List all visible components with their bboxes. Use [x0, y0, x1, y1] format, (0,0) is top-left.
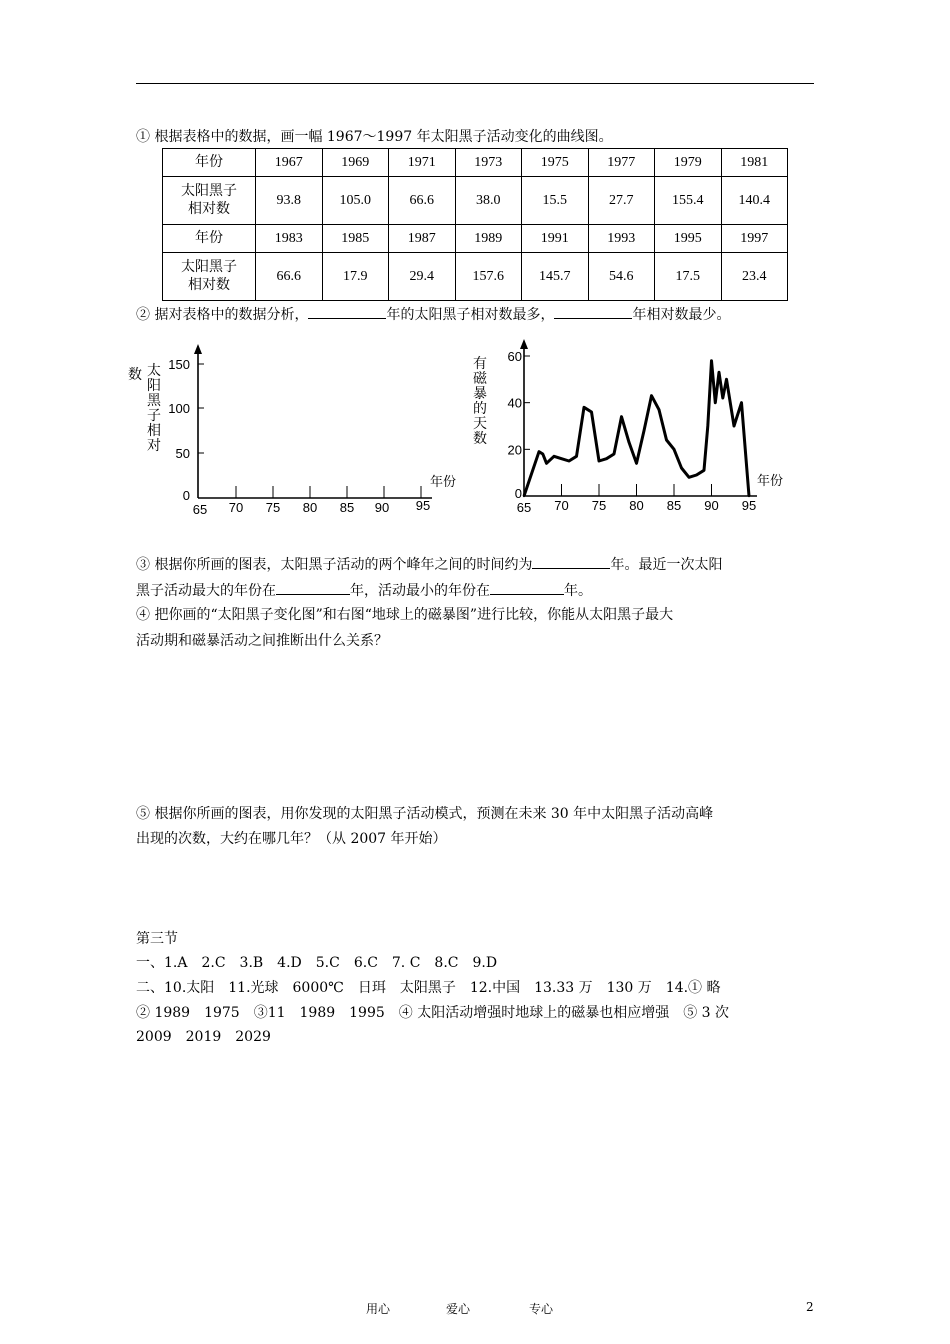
- ylabel-char: 子: [147, 408, 161, 424]
- storm-data-point: [605, 458, 607, 460]
- storm-data-point: [560, 458, 562, 460]
- storm-data-point: [643, 430, 645, 432]
- page-number: 2: [806, 1300, 814, 1314]
- storm-data-point: [695, 474, 697, 476]
- question-4-line-1: ④ 把你画的“太阳黑子变化图”和右图“地球上的磁暴图”进行比较，你能从太阳黑子最大: [136, 607, 674, 623]
- y-tick-label: 50: [175, 446, 190, 461]
- storm-series-line: [524, 361, 749, 496]
- question-3-text-b: 年。最近一次太阳: [610, 557, 723, 573]
- value-header-line-1: 太阳黑子: [181, 183, 237, 199]
- ylabel-char: 的: [473, 401, 487, 417]
- x-axis-label: 年份: [757, 473, 784, 488]
- left-chart-ylabel-extra: 数: [128, 367, 142, 383]
- storm-data-point: [583, 406, 585, 408]
- question-3-text-a: ③ 根据你所画的图表，太阳黑子活动的两个峰年之间的时间约为: [136, 557, 533, 573]
- x-tick-label: 85: [666, 498, 682, 513]
- ylabel-char: 太: [147, 363, 161, 379]
- table-cell: 140.4: [721, 177, 788, 225]
- ylabel-char: 天: [473, 416, 487, 432]
- question-4-line-2: 活动期和磁暴活动之间推断出什么关系？: [136, 633, 388, 649]
- table-cell: 1975: [522, 149, 589, 177]
- table-cell: 17.5: [655, 253, 722, 301]
- y-tick-label: 60: [507, 349, 522, 364]
- storm-data-point: [542, 453, 544, 455]
- table-cell: 1987: [389, 225, 456, 253]
- storm-data-point: [590, 411, 592, 413]
- table-cell: 1997: [721, 225, 788, 253]
- x-axis-label: 年份: [430, 474, 457, 489]
- storm-data-point: [545, 462, 547, 464]
- storm-data-point: [538, 451, 540, 453]
- question-5-line-2: 出现的次数，大约在哪几年？（从 2007 年开始）: [136, 831, 447, 847]
- table-cell: 157.6: [455, 253, 522, 301]
- table-row: [163, 149, 788, 177]
- storm-data-point: [718, 371, 720, 373]
- answers-line-4: 2009 2019 2029: [136, 1029, 271, 1045]
- storm-data-point: [725, 378, 727, 380]
- storm-data-point: [733, 425, 735, 427]
- right-chart-ylabel: [472, 357, 488, 447]
- answers-line-2: 二、10.太阳 11.光球 6000℃ 日珥 太阳黑子 12.中国 13.33 万 130 万 14.① 略: [136, 980, 721, 996]
- value-header: [163, 253, 256, 301]
- table-row: [163, 253, 788, 301]
- storm-data-point: [635, 462, 637, 464]
- table-cell: 66.6: [389, 177, 456, 225]
- question-2-text-c: 年相对数最少。: [632, 307, 731, 323]
- question-2: [136, 304, 730, 325]
- storm-data-point: [523, 495, 525, 497]
- x-tick-label: 90: [374, 500, 390, 515]
- table-cell: 27.7: [588, 177, 655, 225]
- answer-blank[interactable]: [276, 580, 350, 595]
- header-rule: [136, 83, 814, 84]
- storm-data-point: [680, 467, 682, 469]
- y-tick-label: 20: [507, 442, 522, 458]
- y-tick-label: 0: [514, 486, 522, 501]
- footer-right: 专心: [529, 1302, 554, 1316]
- table-cell: 1971: [389, 149, 456, 177]
- answer-blank[interactable]: [308, 304, 386, 319]
- storm-data-point: [620, 416, 622, 418]
- x-tick-label: 85: [339, 500, 355, 515]
- x-tick-label: 95: [741, 498, 757, 513]
- question-2-text-a: ② 据对表格中的数据分析，: [136, 307, 309, 323]
- value-header-line-2: 相对数: [188, 277, 230, 293]
- question-2-text-b: 年的太阳黑子相对数最多，: [386, 307, 555, 323]
- table-cell: 66.6: [256, 253, 323, 301]
- footer-mid: 爱心: [446, 1302, 471, 1316]
- storm-data-point: [665, 439, 667, 441]
- storm-data-point: [658, 409, 660, 411]
- value-header-line-2: 相对数: [188, 201, 230, 217]
- footer-left: 用心: [366, 1302, 391, 1316]
- table-cell: 1967: [256, 149, 323, 177]
- x-tick-label: 75: [591, 498, 607, 513]
- storm-data-point: [748, 495, 750, 497]
- table-cell: 17.9: [322, 253, 389, 301]
- question-5-line-1: ⑤ 根据你所画的图表，用你发现的太阳黑子活动模式，预测在未来 30 年中太阳黑子活动高峰: [136, 806, 714, 822]
- table-cell: 1979: [655, 149, 722, 177]
- y-tick-label: 100: [168, 401, 190, 416]
- x-tick-label: 75: [265, 500, 281, 515]
- table-row: [163, 177, 788, 225]
- ylabel-char: 黑: [147, 393, 161, 409]
- ylabel-char: 暴: [473, 386, 487, 402]
- table-cell: 105.0: [322, 177, 389, 225]
- sunspot-blank-chart: [160, 340, 480, 525]
- table-cell: 145.7: [522, 253, 589, 301]
- table-row: [163, 225, 788, 253]
- year-header: 年份: [163, 149, 256, 177]
- table-cell: 1973: [455, 149, 522, 177]
- table-cell: 1989: [455, 225, 522, 253]
- ylabel-char: 阳: [147, 378, 161, 394]
- storm-data-point: [650, 395, 652, 397]
- table-cell: 15.5: [522, 177, 589, 225]
- x-tick-label: 70: [228, 500, 244, 515]
- answers-line-3: ② 1989 1975 ③11 1989 1995 ④ 太阳活动增强时地球上的磁暴也相应增强 ⑤ 3 次: [136, 1005, 730, 1021]
- y-tick-label: 0: [182, 488, 190, 503]
- storm-data-point: [707, 425, 709, 427]
- question-1: ① 根据表格中的数据，画一幅 1967～1997 年太阳黑子活动变化的曲线图。: [136, 129, 613, 145]
- storm-data-point: [613, 453, 615, 455]
- question-3-text-c: 黑子活动最大的年份在: [136, 583, 276, 599]
- value-header-line-1: 太阳黑子: [181, 259, 237, 275]
- table-cell: 1991: [522, 225, 589, 253]
- storm-data-point: [740, 402, 742, 404]
- table-cell: 23.4: [721, 253, 788, 301]
- answer-blank[interactable]: [532, 554, 610, 569]
- storm-data-point: [587, 409, 589, 411]
- x-tick-label: 95: [415, 498, 431, 513]
- ylabel-char: 对: [147, 438, 161, 454]
- storm-data-point: [673, 448, 675, 450]
- table-cell: 155.4: [655, 177, 722, 225]
- table-cell: 1995: [655, 225, 722, 253]
- answer-blank[interactable]: [490, 580, 564, 595]
- storm-data-point: [598, 460, 600, 462]
- ylabel-char: 数: [473, 431, 487, 447]
- section-title: 第三节: [136, 931, 178, 947]
- storm-data-point: [553, 455, 555, 457]
- table-cell: 1985: [322, 225, 389, 253]
- question-3-line-1: [136, 554, 722, 575]
- answers-line-1: 一、1.A 2.C 3.B 4.D 5.C 6.C 7. C 8.C 9.D: [136, 955, 498, 971]
- table-cell: 1969: [322, 149, 389, 177]
- magnetic-storm-chart: [495, 335, 805, 525]
- x-tick-label: 65: [192, 502, 208, 517]
- x-tick-label: 90: [704, 498, 719, 513]
- storm-data-point: [703, 469, 705, 471]
- x-tick-label: 65: [516, 500, 532, 515]
- question-3-line-2: [136, 580, 592, 601]
- x-tick-label: 80: [629, 498, 644, 513]
- storm-data-point: [688, 476, 690, 478]
- y-tick-label: 40: [507, 395, 522, 411]
- table-cell: 38.0: [455, 177, 522, 225]
- storm-data-point: [575, 455, 577, 457]
- x-tick-label: 70: [554, 498, 569, 513]
- year-header: 年份: [163, 225, 256, 253]
- storm-data-point: [722, 397, 724, 399]
- answer-blank[interactable]: [554, 304, 632, 319]
- ylabel-char: 相: [147, 423, 161, 439]
- table-cell: 1977: [588, 149, 655, 177]
- storm-data-point: [714, 402, 716, 404]
- storm-data-point: [568, 460, 570, 462]
- table-cell: 29.4: [389, 253, 456, 301]
- question-3-text-d: 年，活动最小的年份在: [350, 583, 490, 599]
- question-3-text-e: 年。: [564, 583, 592, 599]
- y-tick-label: 150: [168, 357, 190, 372]
- table-cell: 93.8: [256, 177, 323, 225]
- value-header: [163, 177, 256, 225]
- storm-data-point: [628, 441, 630, 443]
- table-cell: 1983: [256, 225, 323, 253]
- table-cell: 54.6: [588, 253, 655, 301]
- storm-data-point: [710, 360, 712, 362]
- x-tick-label: 80: [302, 500, 318, 515]
- ylabel-char: 有: [473, 356, 487, 372]
- table-cell: 1993: [588, 225, 655, 253]
- ylabel-char: 磁: [473, 371, 487, 387]
- sunspot-table: [162, 148, 788, 301]
- table-cell: 1981: [721, 149, 788, 177]
